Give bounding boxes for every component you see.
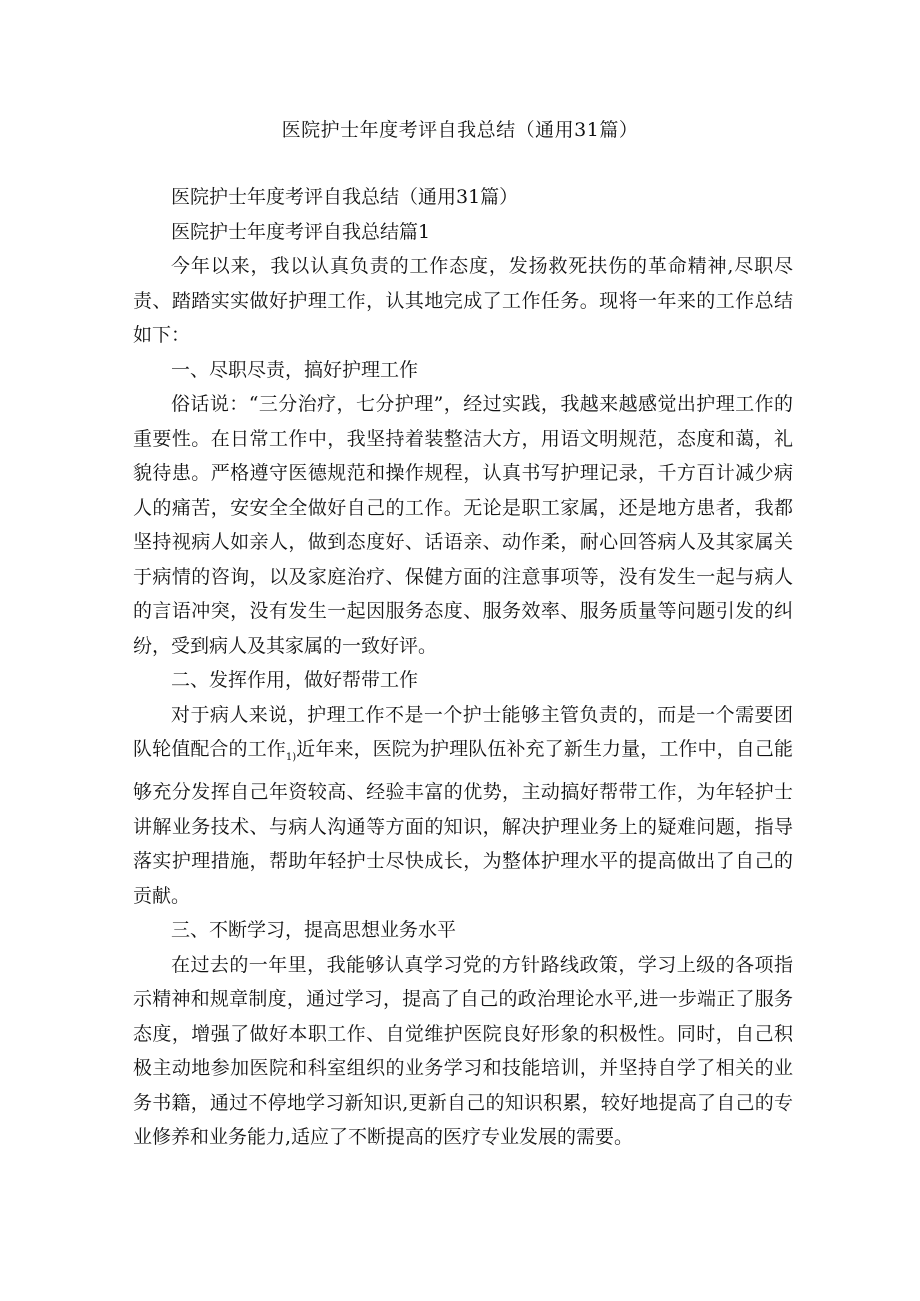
footnote-marker: 1) bbox=[285, 751, 297, 763]
document-title: 医院护士年度考评自我总结（通用31篇） bbox=[281, 119, 639, 141]
body-paragraph-1: 俗话说：“三分治疗，七分护理”，经过实践，我越来越感觉出护理工作的重要性。在日常工作中，我坚持着装整洁大方，用语文明规范，态度和蔼，礼貌待患。严格遵守医德规范和操作规程，认真书写护理记录，千方百计减少病人的痛苦，安安全全做好自己的工作。无论是职工家属，还是地方患者，我都坚持视病人如亲人，做到态度好、话语亲、动作柔，耐心回答病人及其家属关于病情的咨询，以及家庭治疗、保健方面的注意事项等，没有发生一起与病人的言语冲突，没有发生一起因服务态度、服务效率、服务质量等问题引发的纠纷，受到病人及其家属的一致好评。 bbox=[133, 393, 793, 657]
heading-2: 二、发挥作用，做好帮带工作 bbox=[171, 669, 419, 691]
document-body bbox=[133, 180, 793, 1155]
subtitle-paragraph: 医院护士年度考评自我总结（通用31篇） bbox=[171, 186, 519, 208]
heading-1: 一、尽职尽责，搞好护理工作 bbox=[171, 358, 419, 381]
section-title-paragraph: 医院护士年度考评自我总结篇1 bbox=[171, 220, 431, 243]
intro-paragraph: 今年以来，我以认真负责的工作态度，发扬救死扶伤的革命精神,尽职尽责、踏踏实实做好护理工作，认其地完成了工作任务。现将一年来的工作总结如下： bbox=[133, 255, 793, 346]
heading-3: 三、不断学习，提高思想业务水平 bbox=[171, 919, 457, 942]
body-paragraph-3: 在过去的一年里，我能够认真学习党的方针路线政策，学习上级的各项指示精神和规章制度，通过学习，提高了自己的政治理论水平,进一步端正了服务态度，增强了做好本职工作、自觉维护医院良好形象的积极性。同时，自己积极主动地参加医院和科室组织的业务学习和技能培训，并坚持自学了相关的业务书籍，通过不停地学习新知识,更新自己的知识积累，较好地提高了自己的专业修养和业务能力,适应了不断提高的医疗专业发展的需要。 bbox=[133, 953, 793, 1149]
body-paragraph-2-start: 对于病人来说，护理工作不是一个护士能够主管负责的，而是一个需要团队轮值配合的工作 bbox=[133, 703, 793, 760]
body-paragraph-2 bbox=[133, 698, 793, 914]
body-paragraph-2-end: 近年来，医院为护理队伍补充了新生力量，工作中，自己能够充分发挥自己年资较高、经验丰富的优势，主动搞好帮带工作，为年轻护士讲解业务技术、与病人沟通等方面的知识，解决护理业务上的疑难问题，指导落实护理措施，帮助年轻护士尽快成长，为整体护理水平的提高做出了自己的贡献。 bbox=[133, 738, 793, 907]
